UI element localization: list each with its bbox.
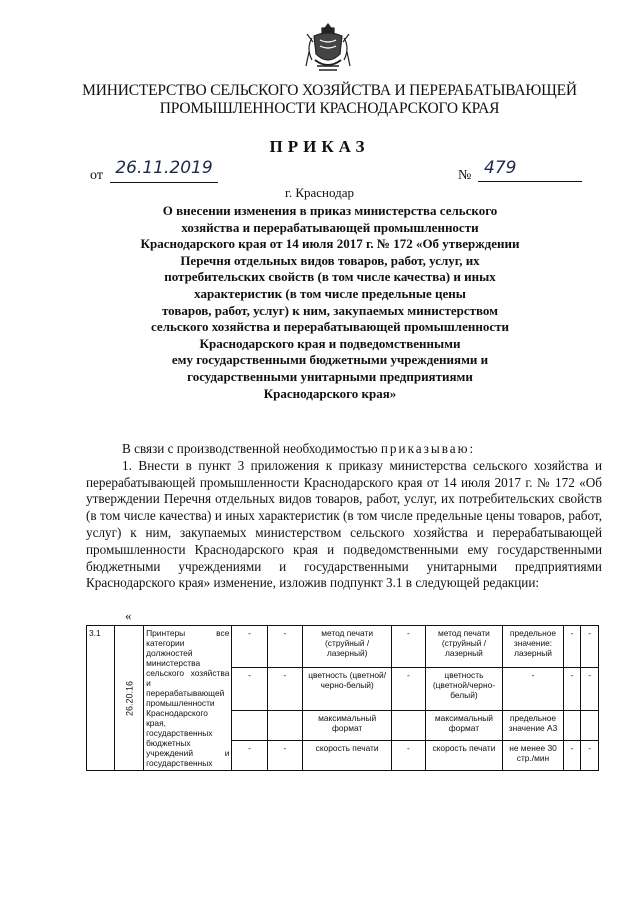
value-cell: цветность (цветной/черно-белый) (425, 668, 503, 710)
table-cell (267, 710, 302, 740)
order-number: 479 (478, 158, 582, 182)
property-cell: скорость печати (302, 740, 391, 770)
document-type: ПРИКАЗ (269, 137, 370, 156)
order-body (86, 441, 602, 592)
value-cell: скорость печати (425, 740, 503, 770)
table-cell: - (267, 626, 302, 668)
limit-cell: не менее 30 стр./мин (503, 740, 563, 770)
title-line: О внесении изменения в приказ министерства сельского (162, 203, 498, 218)
title-line: товаров, работ, услуг) к ним, закупаемых министерством (161, 302, 499, 318)
title-line: Краснодарского края и подведомственными (199, 335, 461, 351)
amendment-table (86, 625, 599, 771)
table-cell: - (563, 668, 581, 710)
table-cell (581, 710, 599, 740)
title-line: ему государственными бюджетными учреждениями и (171, 352, 489, 368)
table-cell: - (232, 668, 267, 710)
table-cell (563, 710, 581, 740)
property-cell: максимальный формат (302, 710, 391, 740)
table-cell: - (392, 740, 425, 770)
number-prefix: № (458, 168, 472, 183)
value-cell: метод печати (струйный / лазерный (425, 626, 503, 668)
title-line: Краснодарского края от 14 июля 2017 г. № 172 «Об утверждении (140, 236, 520, 252)
title-line: характеристик (в том числе предельные цены (194, 285, 466, 301)
body-paragraph-2: 1. Внести в пункт 3 приложения к приказу министерства сельского хозяйства и перерабатывающей промышленности Краснодарского края от 14 июля 2017 г. № 172 «Об утверждении Перечня отдельных видов товаров, работ, услуг, их потребительских свойств (в том числе качества) и иных характеристик (в том числе предельные цены товаров, работ, услуг) к ним, закупаемых министерством сельского хозяйства и перерабатывающей промышленности Краснодарского края и подведомственными ему государственными бюджетными учреждениями и государственными унитарными предприятиями Краснодарского края» изменение, изложив подпункт 3.1 в следующей редакции: (86, 457, 602, 591)
krasnodar-coat-of-arms-icon (303, 22, 353, 77)
product-name-cell: Принтеры все категории должностей министерства сельского хозяйства и перерабатывающей промышленности Краснодарского края, государственных бюджетных учреждений и государственных (144, 626, 232, 771)
table-cell (232, 710, 267, 740)
table-cell: - (563, 740, 581, 770)
table-cell: - (581, 626, 599, 668)
order-verb: приказываю: (380, 441, 476, 456)
table-cell: - (232, 740, 267, 770)
item-number-cell: 3.1 (87, 626, 115, 771)
table-cell: - (267, 740, 302, 770)
value-cell: максимальный формат (425, 710, 503, 740)
limit-cell: - (503, 668, 563, 710)
title-line: государственными унитарными предприятиями (187, 368, 473, 384)
table-cell: - (581, 668, 599, 710)
table-cell: - (392, 626, 425, 668)
limit-cell: предельное значение: лазерный (503, 626, 563, 668)
table-cell: - (267, 668, 302, 710)
table-cell: - (232, 626, 267, 668)
ministry-name-line-2: ПРОМЫШЛЕННОСТИ КРАСНОДАРСКОГО КРАЯ (159, 100, 500, 117)
order-date: 26.11.2019 (110, 158, 218, 183)
body-intro: В связи с производственной необходимостью (122, 441, 378, 456)
property-cell: метод печати (струйный / лазерный) (302, 626, 391, 668)
city: г. Краснодар (284, 185, 355, 200)
ministry-name-line-1: МИНИСТЕРСТВО СЕЛЬСКОГО ХОЗЯЙСТВА И ПЕРЕРАБАТЫВАЮЩЕЙ (82, 82, 577, 99)
open-quote: « (125, 608, 132, 623)
table-cell: - (392, 668, 425, 710)
title-line: потребительских свойств (в том числе качества) и иных (164, 269, 496, 285)
order-title (110, 203, 550, 402)
product-code: 26.20.16 (124, 680, 135, 716)
title-line: хозяйства и перерабатывающей промышленности (181, 219, 479, 235)
table-cell: - (563, 626, 581, 668)
title-line: Перечня отдельных видов товаров, работ, услуг, их (180, 252, 480, 268)
ministry-name (60, 82, 599, 118)
title-line: сельского хозяйства и перерабатывающей промышленности (151, 319, 509, 335)
property-cell: цветность (цветной/черно-белый) (302, 668, 391, 710)
table-row (87, 626, 599, 668)
table-cell: - (581, 740, 599, 770)
limit-cell: предельное значение А3 (503, 710, 563, 740)
date-prefix: от (90, 168, 103, 183)
product-code-cell (115, 626, 144, 771)
body-paragraph-1 (86, 441, 602, 458)
title-line: Краснодарского края» (263, 385, 397, 401)
table-cell (392, 710, 425, 740)
